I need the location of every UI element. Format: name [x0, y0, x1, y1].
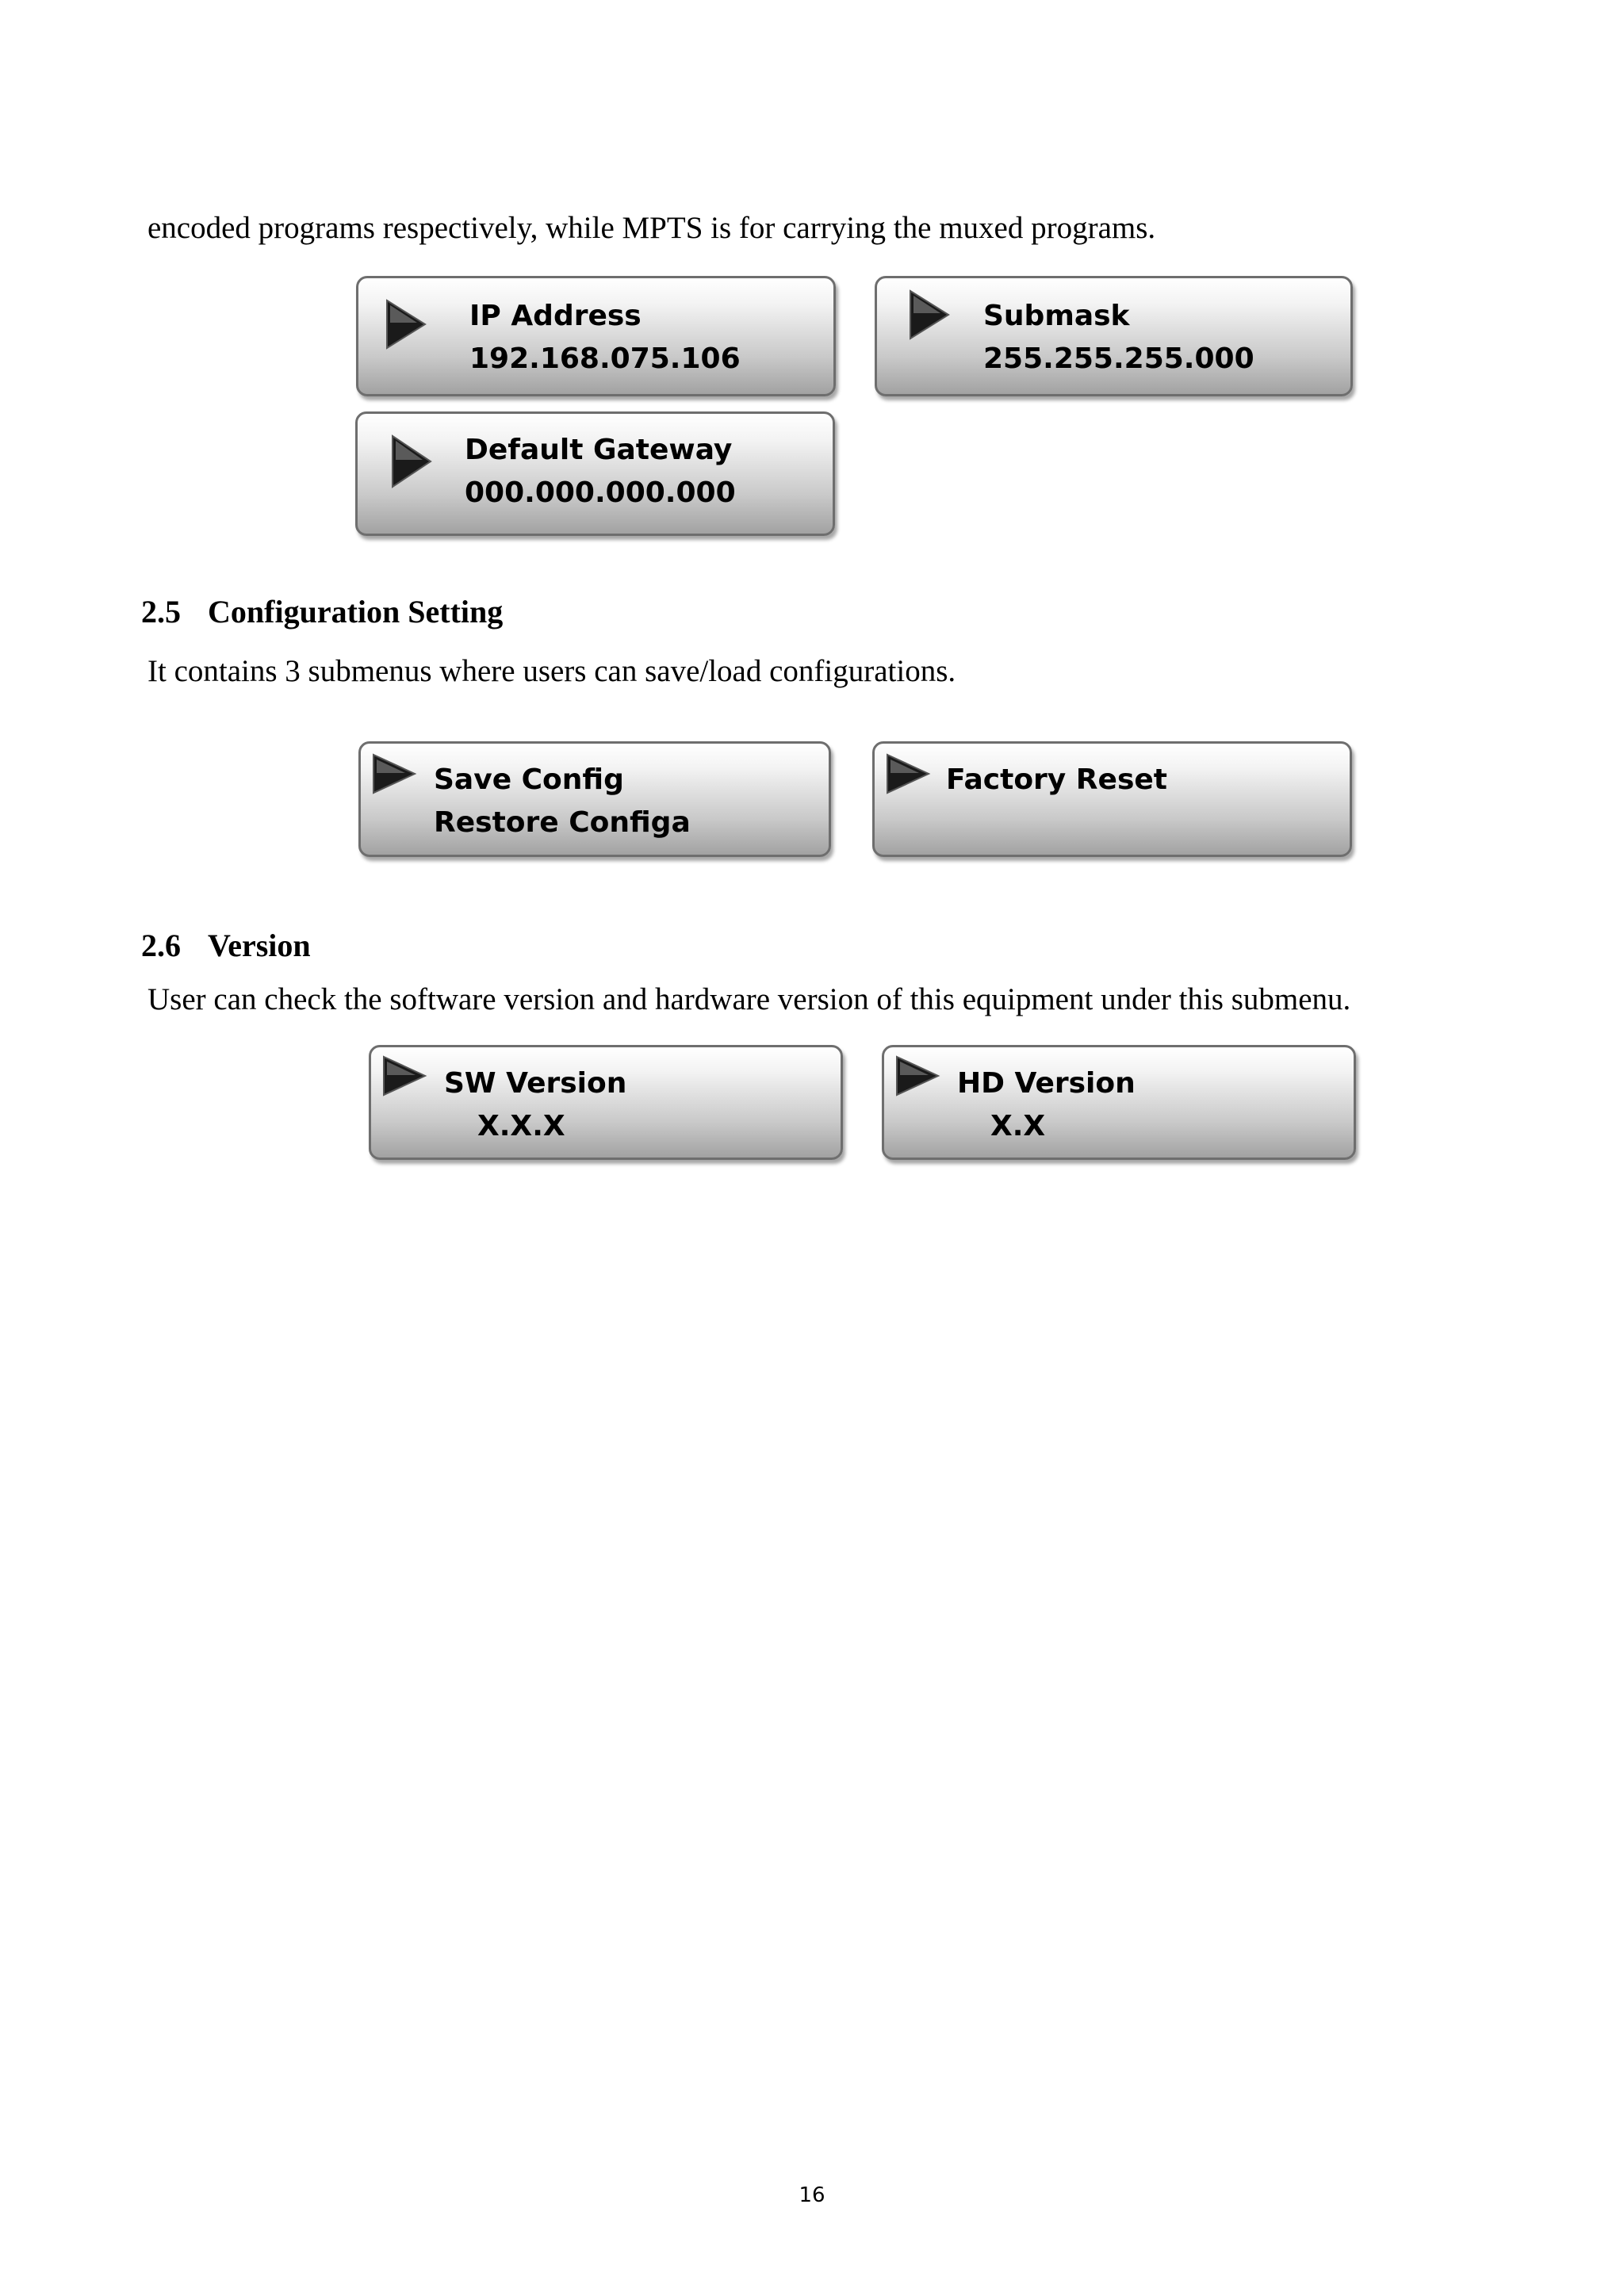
lcd-sw-version: [369, 1045, 843, 1160]
lcd-save-config: [358, 741, 831, 857]
play-triangle-icon: [883, 750, 933, 798]
play-triangle-icon: [892, 1052, 943, 1100]
factory-reset-label: Factory Reset: [946, 763, 1167, 796]
section-title: Configuration Setting: [208, 594, 504, 629]
sw-version-value: X.X.X: [477, 1110, 565, 1142]
play-triangle-icon: [379, 1052, 430, 1100]
section-2-6-body: User can check the software version and hardware version of this equipment under this submenu.: [147, 982, 1351, 1016]
section-heading-2-6: [141, 926, 311, 966]
ip-address-value: 192.168.075.106: [469, 342, 741, 375]
lcd-hd-version: [882, 1045, 1356, 1160]
section-number: 2.6: [141, 928, 181, 963]
play-triangle-icon: [906, 286, 953, 343]
play-triangle-icon: [388, 431, 435, 492]
play-triangle-icon: [382, 296, 430, 353]
page-number: 16: [799, 2183, 825, 2207]
intro-paragraph: encoded programs respectively, while MPTS is for carrying the muxed programs.: [147, 211, 1156, 245]
hd-version-value: X.X: [990, 1110, 1046, 1142]
default-gateway-label: Default Gateway: [465, 434, 733, 466]
lcd-ip-address: [356, 276, 836, 396]
section-2-5-body: It contains 3 submenus where users can save/load configurations.: [147, 654, 956, 688]
section-title: Version: [208, 928, 311, 963]
submask-value: 255.255.255.000: [983, 342, 1254, 375]
restore-config-label: Restore Configa: [434, 806, 691, 839]
submask-label: Submask: [983, 300, 1130, 332]
save-config-label: Save Config: [434, 763, 624, 796]
lcd-factory-reset: [872, 741, 1352, 857]
lcd-submask: [875, 276, 1353, 396]
play-triangle-icon: [369, 750, 419, 798]
lcd-default-gateway: [355, 411, 835, 536]
section-heading-2-5: [141, 592, 503, 632]
ip-address-label: IP Address: [469, 300, 642, 332]
sw-version-label: SW Version: [444, 1067, 627, 1100]
default-gateway-value: 000.000.000.000: [465, 476, 736, 509]
hd-version-label: HD Version: [957, 1067, 1136, 1100]
section-number: 2.5: [141, 594, 181, 629]
